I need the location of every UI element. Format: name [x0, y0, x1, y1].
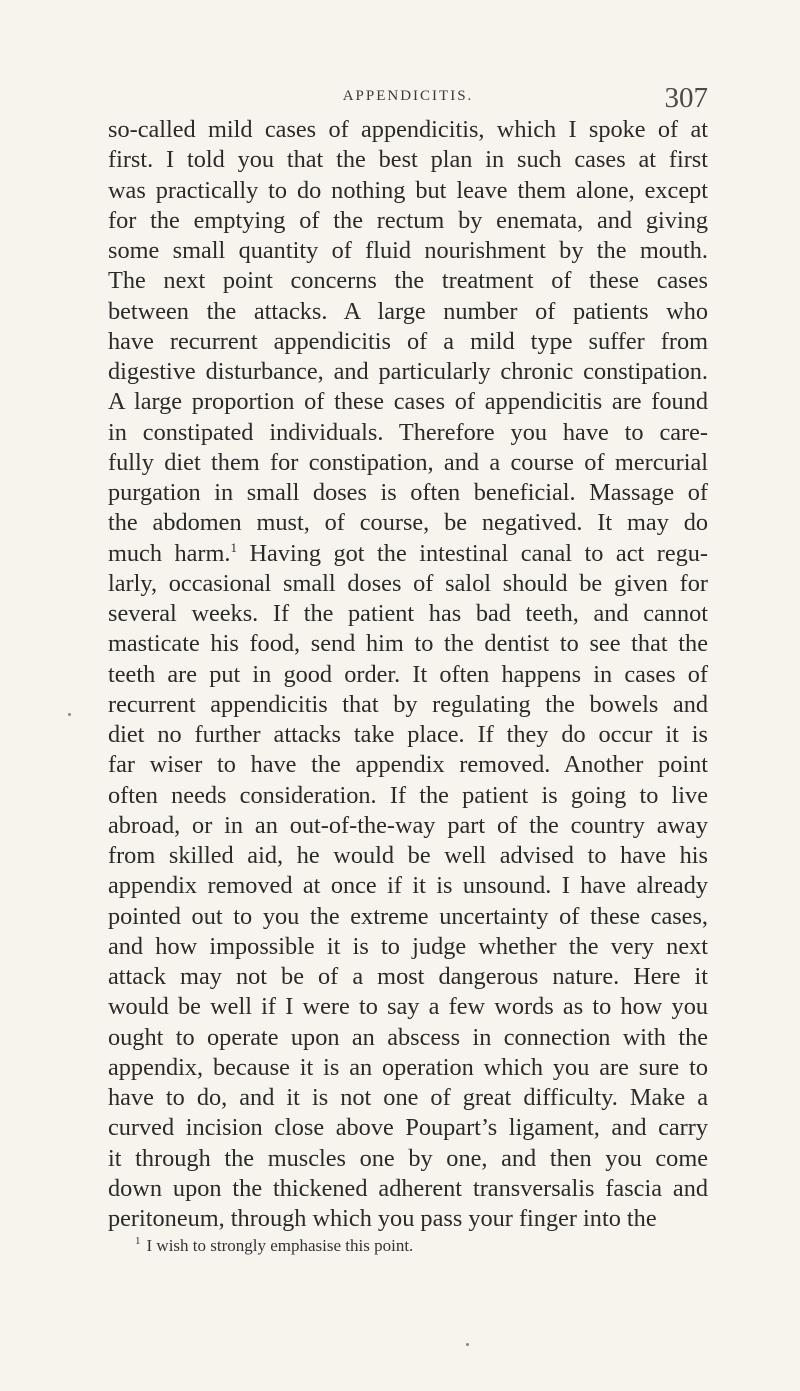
text-line: between the attacks. A large number of patients who: [108, 297, 708, 325]
text-line: first. I told you that the best plan in such cases at first: [108, 146, 708, 174]
text-line: attack may not be of a most dangerous nature. Here it: [108, 963, 708, 990]
text-line: digestive disturbance, and particularly chronic constipation.: [108, 358, 708, 385]
text-line: for the emptying of the rectum by enemata, and giving: [108, 206, 708, 234]
text-line: some small quantity of fluid nourishment by the mouth.: [108, 237, 708, 264]
text-line: curved incision close above Poupart’s ligament, and carry: [108, 1114, 708, 1142]
text-line: much harm.$^1$ Having got the intestinal canal to act regu-: [108, 539, 708, 567]
text-line: recurrent appendicitis that by regulating the bowels and: [108, 690, 708, 718]
text-line: peritoneum, through which you pass your finger into the: [108, 1205, 657, 1232]
text-line: down upon the thickened adherent transversalis fascia and: [108, 1174, 708, 1202]
text-line: purgation in small doses is often beneficial. Massage of: [108, 479, 708, 506]
text-line: often needs consideration. If the patient is going to live: [108, 781, 708, 809]
text-line: and how impossible it is to judge whether the very next: [108, 932, 708, 960]
text-line: have to do, and it is not one of great difficulty. Make a: [108, 1084, 708, 1111]
body-text: [108, 115, 708, 1234]
footnote: [135, 1236, 695, 1256]
footnote-text: I wish to strongly emphasise this point.: [146, 1236, 414, 1255]
text-line: masticate his food, send him to the dentist to see that the: [108, 630, 708, 658]
text-line: diet no further attacks take place. If they do occur it is: [108, 721, 708, 748]
footnote-reference: 1: [230, 539, 237, 555]
text-line: abroad, or in an out-of-the-way part of the country away: [108, 811, 708, 839]
running-head: [108, 82, 708, 116]
text-line: was practically to do nothing but leave them alone, except: [108, 176, 708, 204]
text-line: in constipated individuals. Therefore you have to care-: [108, 418, 708, 446]
text-line: appendix, because it is an operation which you are sure to: [108, 1053, 708, 1081]
text-line: far wiser to have the appendix removed. Another point: [108, 751, 708, 779]
text-line: from skilled aid, he would be well advised to have his: [108, 842, 708, 869]
text-line: would be well if I were to say a few words as to how you: [108, 993, 708, 1021]
text-line: the abdomen must, of course, be negatived. It may do: [108, 509, 708, 537]
paper-speck: [466, 1343, 469, 1346]
text-line: A large proportion of these cases of appendicitis are found: [108, 388, 708, 416]
text-line: fully diet them for constipation, and a course of mercurial: [108, 448, 708, 476]
footnote-marker: 1: [135, 1235, 141, 1248]
text-line: ought to operate upon an abscess in connection with the: [108, 1023, 708, 1051]
paper-speck: [68, 713, 71, 716]
running-title: APPENDICITIS.: [342, 88, 474, 104]
text-line: The next point concerns the treatment of these cases: [108, 267, 708, 295]
text-line: appendix removed at once if it is unsound. I have already: [108, 872, 708, 900]
text-line: have recurrent appendicitis of a mild type suffer from: [108, 327, 708, 355]
text-line: pointed out to you the extreme uncertainty of these cases,: [108, 902, 708, 930]
text-line: it through the muscles one by one, and then you come: [108, 1144, 708, 1172]
page-number: 307: [664, 82, 708, 114]
text-line: so-called mild cases of appendicitis, which I spoke of at: [108, 116, 708, 143]
text-line: larly, occasional small doses of salol should be given for: [108, 569, 708, 597]
text-line: teeth are put in good order. It often happens in cases of: [108, 660, 708, 688]
text-line: several weeks. If the patient has bad teeth, and cannot: [108, 600, 708, 627]
